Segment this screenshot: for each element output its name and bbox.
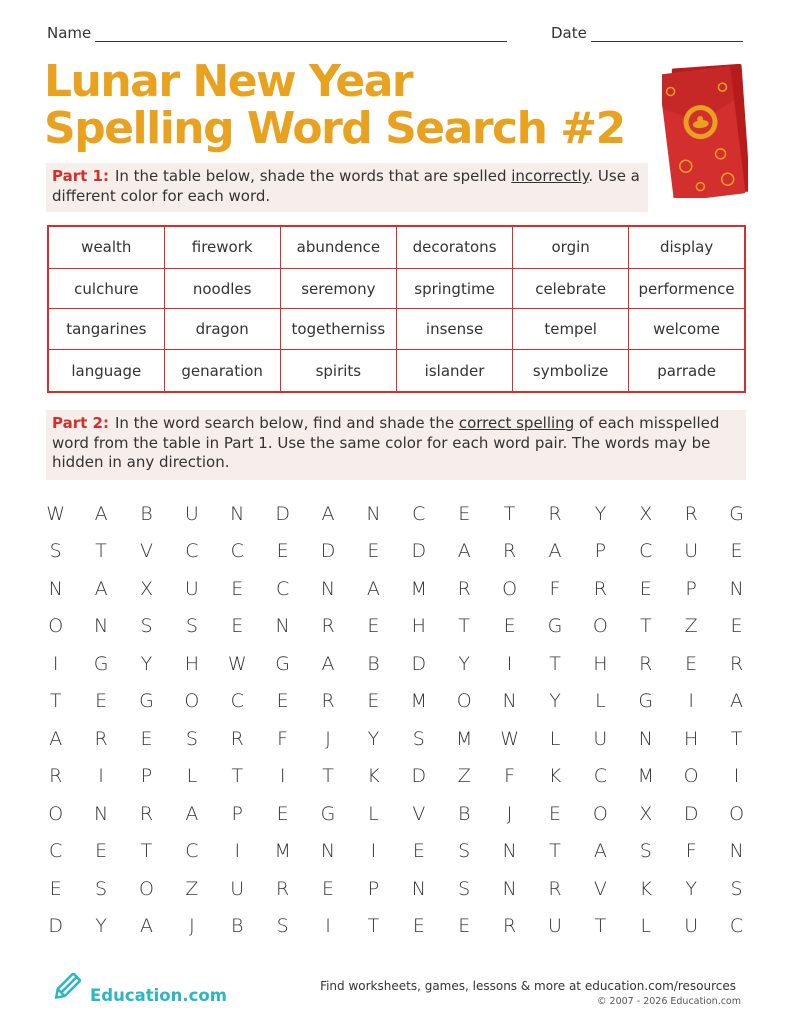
grid-letter[interactable]: Y <box>685 877 697 900</box>
grid-letter[interactable]: L <box>640 915 652 938</box>
grid-letter[interactable]: X <box>639 802 653 825</box>
word-cell[interactable]: welcome <box>629 309 745 350</box>
part2-label: Part 2: <box>52 414 109 432</box>
grid-letter[interactable]: D <box>275 502 290 525</box>
word-cell[interactable]: decoratons <box>396 226 512 268</box>
grid-letter[interactable]: T <box>140 840 153 863</box>
grid-letter[interactable]: E <box>231 577 244 600</box>
grid-letter[interactable]: P <box>367 877 380 900</box>
grid-letter[interactable]: G <box>275 652 291 675</box>
grid-letter[interactable]: A <box>185 802 199 825</box>
copyright-text: © 2007 - 2026 Education.com <box>597 996 741 1007</box>
grid-letter[interactable]: E <box>458 502 471 525</box>
grid-letter[interactable]: A <box>139 915 153 938</box>
part2-instructions <box>46 410 746 480</box>
grid-letter[interactable]: V <box>412 802 426 825</box>
grid-letter[interactable]: T <box>503 502 516 525</box>
grid-letter[interactable]: Z <box>185 877 199 900</box>
grid-letter[interactable]: K <box>639 877 652 900</box>
grid-letter[interactable]: N <box>411 877 426 900</box>
grid-letter[interactable]: I <box>279 765 286 788</box>
grid-letter[interactable]: C <box>639 540 653 563</box>
part2-text-before: In the word search below, find and shade the <box>114 414 459 432</box>
grid-letter[interactable]: B <box>140 502 153 525</box>
grid-letter[interactable]: A <box>366 577 380 600</box>
grid-letter[interactable]: S <box>49 540 62 563</box>
grid-letter[interactable]: X <box>139 577 153 600</box>
grid-letter[interactable]: T <box>95 540 107 563</box>
word-cell[interactable]: springtime <box>396 268 512 309</box>
grid-letter[interactable]: U <box>184 502 199 525</box>
grid-letter[interactable]: M <box>274 840 291 863</box>
grid-letter[interactable]: A <box>730 690 744 713</box>
part1-underlined: incorrectly <box>511 167 589 185</box>
grid-letter[interactable]: T <box>639 615 652 638</box>
grid-letter[interactable]: Y <box>458 652 471 675</box>
grid-letter[interactable]: I <box>688 690 694 713</box>
grid-letter[interactable]: E <box>231 615 244 638</box>
grid-letter[interactable]: R <box>94 727 108 750</box>
grid-letter[interactable]: R <box>729 652 744 675</box>
grid-letter[interactable]: L <box>186 765 198 788</box>
footer-tagline: Find worksheets, games, lessons & more at education.com/resources <box>320 979 736 993</box>
grid-letter[interactable]: H <box>684 727 699 750</box>
grid-letter[interactable]: B <box>231 915 244 938</box>
grid-letter[interactable]: Y <box>140 652 153 675</box>
grid-letter[interactable]: D <box>411 765 427 788</box>
grid-letter[interactable]: H <box>184 652 200 675</box>
grid-letter[interactable]: R <box>548 502 562 525</box>
grid-letter[interactable]: U <box>684 540 699 563</box>
grid-letter[interactable]: E <box>730 540 743 563</box>
grid-letter[interactable]: F <box>549 577 561 600</box>
word-cell[interactable]: genaration <box>164 350 280 392</box>
grid-letter[interactable]: A <box>457 540 471 563</box>
grid-letter[interactable]: N <box>230 502 245 525</box>
grid-letter[interactable]: R <box>230 727 244 750</box>
grid-letter[interactable]: E <box>367 540 380 563</box>
grid-letter[interactable]: M <box>410 577 428 600</box>
grid-letter[interactable]: S <box>185 727 198 750</box>
grid-letter[interactable]: Y <box>549 690 561 713</box>
word-cell[interactable]: seremony <box>280 268 396 309</box>
grid-letter[interactable]: C <box>593 765 608 788</box>
grid-letter[interactable]: E <box>95 690 108 713</box>
grid-letter[interactable]: R <box>49 765 63 788</box>
grid-letter[interactable]: P <box>231 802 243 825</box>
grid-letter[interactable]: E <box>140 727 153 750</box>
word-cell[interactable]: language <box>48 350 164 392</box>
grid-letter[interactable]: D <box>411 540 427 563</box>
grid-letter[interactable]: R <box>321 615 335 638</box>
word-cell[interactable]: performence <box>629 268 745 309</box>
grid-letter[interactable]: G <box>139 690 154 713</box>
part1-instructions <box>46 163 648 212</box>
grid-letter[interactable]: N <box>502 690 517 713</box>
title-line-1: Lunar New Year <box>44 56 413 107</box>
word-search-grid <box>33 495 759 945</box>
grid-letter[interactable]: U <box>684 915 699 938</box>
grid-letter[interactable]: L <box>368 802 379 825</box>
date-blank-line <box>591 28 743 42</box>
grid-letter[interactable]: N <box>729 577 744 600</box>
grid-letter[interactable]: E <box>730 615 743 638</box>
grid-letter[interactable]: P <box>140 765 153 788</box>
grid-letter[interactable]: W <box>500 727 519 750</box>
grid-letter[interactable]: A <box>49 727 63 750</box>
grid-letter[interactable]: N <box>729 840 744 863</box>
grid-letter[interactable]: A <box>94 502 108 525</box>
grid-letter[interactable]: N <box>48 577 63 600</box>
word-cell[interactable]: parrade <box>629 350 745 392</box>
grid-letter[interactable]: T <box>367 915 380 938</box>
grid-letter[interactable]: H <box>593 652 608 675</box>
grid-letter[interactable]: T <box>594 915 607 938</box>
grid-letter[interactable]: U <box>230 877 245 900</box>
grid-letter[interactable]: U <box>548 915 562 938</box>
grid-letter[interactable]: O <box>48 802 64 825</box>
grid-letter[interactable]: I <box>733 765 740 788</box>
grid-letter[interactable]: G <box>547 615 563 638</box>
word-table-row <box>48 226 745 268</box>
grid-letter[interactable]: S <box>140 615 153 638</box>
grid-letter[interactable]: R <box>503 915 517 938</box>
grid-letter[interactable]: E <box>412 840 425 863</box>
grid-letter[interactable]: P <box>685 577 697 600</box>
grid-letter[interactable]: C <box>729 915 744 938</box>
grid-letter[interactable]: O <box>592 802 608 825</box>
grid-letter[interactable]: F <box>277 727 289 750</box>
grid-letter[interactable]: R <box>548 877 562 900</box>
grid-letter[interactable]: T <box>458 615 471 638</box>
grid-letter[interactable]: S <box>276 915 289 938</box>
grid-letter[interactable]: T <box>322 765 334 788</box>
grid-letter[interactable]: S <box>730 877 743 900</box>
grid-letter[interactable]: V <box>593 877 607 900</box>
part1-text-before: In the table below, shade the words that are spelled <box>114 167 512 185</box>
grid-letter[interactable]: U <box>184 577 199 600</box>
grid-letter[interactable]: Z <box>684 615 698 638</box>
grid-letter[interactable]: C <box>276 577 290 600</box>
name-label: Name <box>47 24 92 42</box>
grid-letter[interactable]: T <box>730 727 743 750</box>
grid-letter[interactable]: V <box>139 540 153 563</box>
part1-label: Part 1: <box>52 167 109 185</box>
grid-letter[interactable]: E <box>367 690 380 713</box>
grid-letter[interactable]: R <box>276 877 290 900</box>
grid-letter[interactable]: Y <box>95 915 107 938</box>
grid-letter[interactable]: A <box>94 577 108 600</box>
word-table-row <box>48 350 745 392</box>
grid-letter[interactable]: C <box>230 690 244 713</box>
grid-letter[interactable]: E <box>276 690 289 713</box>
grid-letter[interactable]: W <box>227 652 247 675</box>
grid-letter[interactable]: R <box>139 802 154 825</box>
grid-letter[interactable]: D <box>48 915 64 938</box>
grid-letter[interactable]: O <box>729 802 745 825</box>
word-cell[interactable]: display <box>629 226 745 268</box>
word-cell[interactable]: insense <box>396 309 512 350</box>
grid-letter[interactable]: O <box>138 877 154 900</box>
grid-letter[interactable]: O <box>683 765 699 788</box>
grid-letter[interactable]: I <box>52 652 59 675</box>
grid-letter[interactable]: O <box>502 577 518 600</box>
grid-letter[interactable]: E <box>458 915 471 938</box>
grid-letter[interactable]: G <box>320 802 336 825</box>
grid-letter[interactable]: X <box>639 502 653 525</box>
word-cell[interactable]: islander <box>396 350 512 392</box>
name-blank-line <box>95 28 507 42</box>
date-field <box>551 24 743 42</box>
education-pencil-icon <box>52 973 86 1005</box>
grid-letter[interactable]: B <box>457 802 471 825</box>
grid-letter[interactable]: S <box>412 727 425 750</box>
grid-letter[interactable]: N <box>638 727 653 750</box>
word-table-row <box>48 309 745 350</box>
grid-letter[interactable]: A <box>593 840 607 863</box>
grid-letter[interactable]: S <box>458 877 471 900</box>
grid-letter[interactable]: R <box>321 690 335 713</box>
grid-letter[interactable]: O <box>184 690 200 713</box>
grid-letter[interactable]: E <box>49 877 62 900</box>
grid-letter[interactable]: E <box>367 615 380 638</box>
grid-letter[interactable]: B <box>367 652 380 675</box>
grid-letter[interactable]: K <box>367 765 380 788</box>
grid-letter[interactable]: E <box>322 877 335 900</box>
word-cell[interactable]: celebrate <box>513 268 629 309</box>
title-line-2: Spelling Word Search #2 <box>44 103 625 154</box>
grid-letter[interactable]: A <box>321 502 335 525</box>
grid-letter[interactable]: M <box>410 690 428 713</box>
word-cell[interactable]: tangarines <box>48 309 164 350</box>
date-label: Date <box>551 24 587 42</box>
word-cell[interactable]: symbolize <box>513 350 629 392</box>
grid-letter[interactable]: Y <box>367 727 380 750</box>
grid-letter[interactable]: Y <box>594 502 607 525</box>
grid-letter[interactable]: G <box>638 690 654 713</box>
grid-letter[interactable]: C <box>185 540 199 563</box>
grid-letter[interactable]: N <box>366 502 381 525</box>
grid-letter[interactable]: S <box>95 877 108 900</box>
grid-letter[interactable]: E <box>412 915 425 938</box>
grid-letter[interactable]: T <box>549 652 561 675</box>
grid-letter[interactable]: W <box>46 502 66 525</box>
part1-text-after: . Use a different color for each word. <box>52 167 640 205</box>
grid-letter[interactable]: E <box>503 615 516 638</box>
grid-letter[interactable]: D <box>320 540 336 563</box>
word-cell[interactable]: abundence <box>280 226 396 268</box>
grid-letter[interactable]: R <box>639 652 653 675</box>
grid-letter[interactable]: E <box>685 652 698 675</box>
grid-letter[interactable]: Z <box>457 765 471 788</box>
grid-letter[interactable]: E <box>276 802 289 825</box>
grid-letter[interactable]: C <box>230 540 244 563</box>
grid-letter[interactable]: P <box>594 540 607 563</box>
grid-letter[interactable]: A <box>548 540 562 563</box>
grid-letter[interactable]: I <box>506 652 513 675</box>
grid-letter[interactable]: S <box>639 840 652 863</box>
word-cell[interactable]: dragon <box>164 309 280 350</box>
grid-letter[interactable]: E <box>276 540 289 563</box>
logo-text: Education.com <box>90 986 227 1005</box>
grid-letter[interactable]: E <box>95 840 108 863</box>
grid-letter[interactable]: N <box>320 840 336 863</box>
grid-letter[interactable]: T <box>231 765 244 788</box>
red-envelope-illustration <box>662 64 748 198</box>
grid-letter[interactable]: M <box>637 765 654 788</box>
grid-letter[interactable]: D <box>683 802 699 825</box>
grid-letter[interactable]: R <box>457 577 471 600</box>
grid-letter[interactable]: E <box>639 577 652 600</box>
page-title <box>44 58 644 152</box>
grid-letter[interactable]: S <box>458 840 471 863</box>
grid-letter[interactable]: O <box>456 690 472 713</box>
grid-letter[interactable]: C <box>412 502 426 525</box>
grid-letter[interactable]: J <box>325 727 331 750</box>
grid-letter[interactable]: N <box>93 615 109 638</box>
grid-letter[interactable]: H <box>411 615 426 638</box>
part2-text-after: of each misspelled word from the table in Part 1. Use the same color for each word pair. The words may be hidden in any direction. <box>52 414 720 471</box>
grid-letter[interactable]: M <box>456 727 473 750</box>
grid-letter[interactable]: G <box>93 652 109 675</box>
grid-letter[interactable]: E <box>548 802 561 825</box>
grid-letter[interactable]: G <box>729 502 744 525</box>
grid-letter[interactable]: N <box>502 840 517 863</box>
grid-letter[interactable]: F <box>685 840 697 863</box>
grid-letter[interactable]: A <box>321 652 335 675</box>
word-cell[interactable]: culchure <box>48 268 164 309</box>
word-cell[interactable]: orgin <box>513 226 629 268</box>
word-cell[interactable]: wealth <box>48 226 164 268</box>
grid-letter[interactable]: T <box>49 690 62 713</box>
grid-letter[interactable]: C <box>185 840 199 863</box>
grid-letter[interactable]: S <box>185 615 198 638</box>
grid-letter[interactable]: J <box>506 802 513 825</box>
grid-letter[interactable]: R <box>503 540 517 563</box>
part2-underlined: correct spelling <box>458 414 575 432</box>
grid-letter[interactable]: F <box>504 765 516 788</box>
grid-letter[interactable]: I <box>370 840 377 863</box>
name-field <box>47 24 507 42</box>
grid-letter[interactable]: I <box>325 915 331 938</box>
grid-letter[interactable]: K <box>548 765 562 788</box>
grid-letter[interactable]: L <box>595 690 606 713</box>
grid-letter[interactable]: L <box>549 727 561 750</box>
grid-letter[interactable]: D <box>411 652 427 675</box>
grid-letter[interactable]: I <box>234 840 241 863</box>
grid-letter[interactable]: N <box>502 877 517 900</box>
grid-letter[interactable]: U <box>593 727 608 750</box>
word-cell[interactable]: firework <box>164 226 280 268</box>
word-cell[interactable]: tempel <box>513 309 629 350</box>
grid-letter[interactable]: I <box>98 765 104 788</box>
grid-letter[interactable]: N <box>320 577 336 600</box>
grid-letter[interactable]: C <box>49 840 63 863</box>
grid-letter[interactable]: R <box>593 577 607 600</box>
word-table-row <box>48 268 745 309</box>
grid-letter[interactable]: R <box>684 502 698 525</box>
grid-letter[interactable]: N <box>275 615 290 638</box>
grid-letter[interactable]: T <box>549 840 561 863</box>
word-cell[interactable]: spirits <box>280 350 396 392</box>
education-logo <box>52 972 227 1005</box>
word-cell[interactable]: togetherniss <box>280 309 396 350</box>
grid-letter[interactable]: N <box>93 802 109 825</box>
word-cell[interactable]: noodles <box>164 268 280 309</box>
word-table <box>47 225 746 393</box>
grid-letter[interactable]: O <box>48 615 64 638</box>
grid-letter[interactable]: J <box>189 915 195 938</box>
grid-letter[interactable]: O <box>592 615 608 638</box>
